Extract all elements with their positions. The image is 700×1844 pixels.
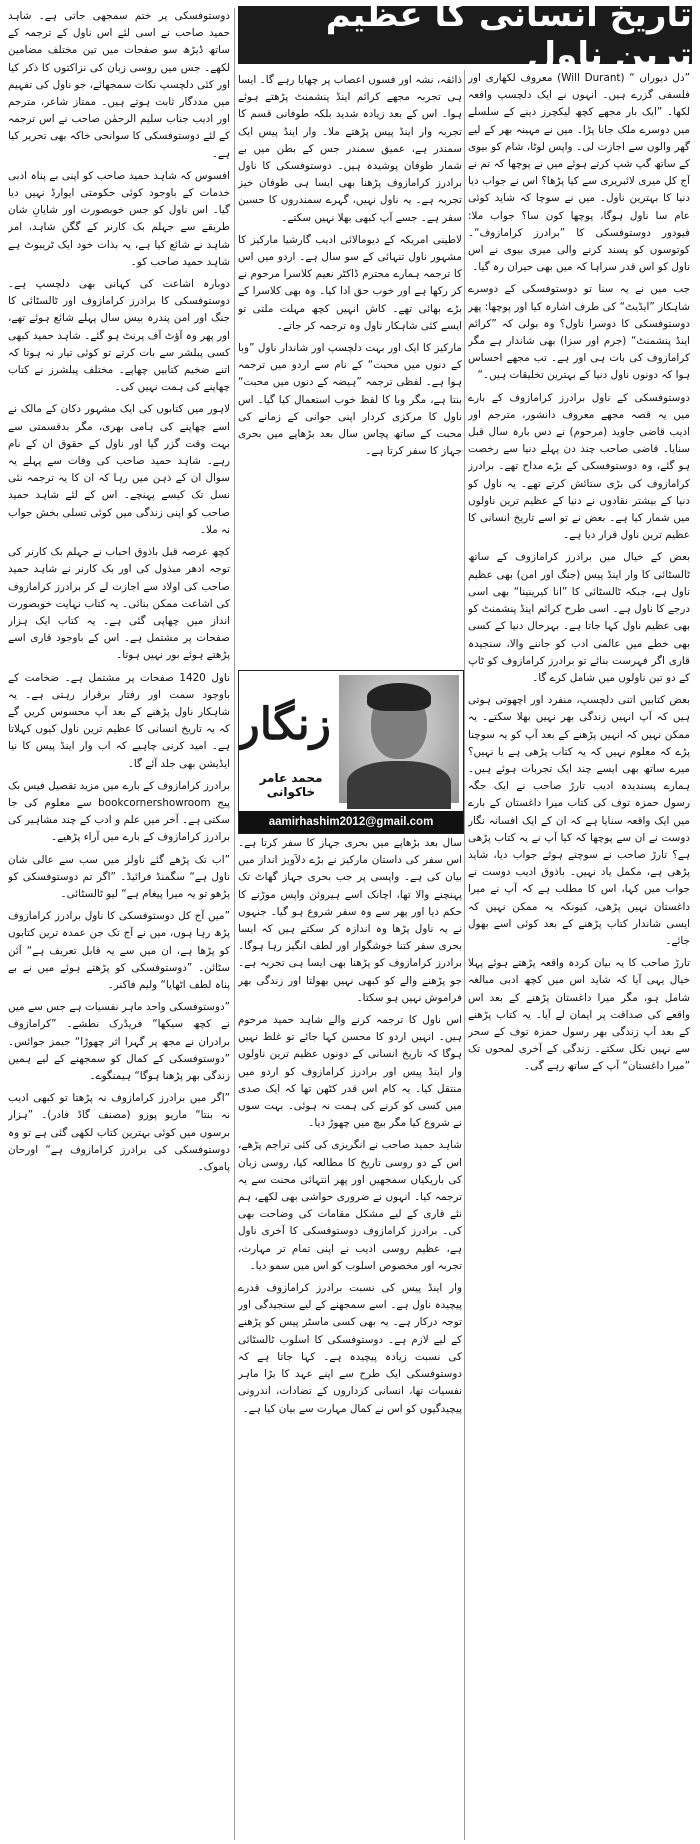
columnist-box: [238, 670, 464, 834]
column-divider: [234, 8, 235, 1840]
text-column-middle-bottom: [238, 835, 462, 1838]
column-divider: [464, 70, 465, 1840]
paragraph: لاطینی امریکہ کے دیومالائی ادیب گارشیا مارکیز کا مشہور ناول تنہائی کے سو سال ہے۔ اردو میں اس کا ترجمہ ہمارے محترم ڈاکٹر نعیم کلاسرا مرحوم نے کر رکھا ہے اور خوب حق ادا کیا۔ وہ بھی کلاسرا کے بڑے بھائی تھے۔ کاش انہیں کچھ مہلت ملتی تو ایسے کئی شاہکار ناول وہ ترجمہ کر جاتے۔: [238, 233, 462, 332]
paragraph: مارکیز کا ایک اور بہت دلچسپ اور شاندار ناول ”وبا کے دنوں میں محبت“ کے نام سے اردو میں ترجمہ ہوا ہے۔ لفظی ترجمہ ”ہیضہ کے دنوں میں محبت“ بنتا ہے، مگر وبا کا لفظ خوب استعمال کیا گیا۔ اس ناول کا مرکزی کردار اپنی جوانی کے زمانے کی محبت کے ساتھ پچاس سال بعد بڑھاپے میں بحری جہاز کا سفر کرتا ہے۔: [238, 342, 462, 458]
paragraph: برادرز کرامازوف کے بارے میں مزید تفصیل فیس بک پیج bookcornershowroom سے معلوم کی جا سکتی ہے۔ آخر میں علم و ادب کے چند مشاہیر کی برادرز کرامازوف کے بارے میں آراء پڑھیے۔: [8, 779, 230, 844]
author-photo-body: [347, 761, 451, 809]
paragraph: ”میں آج کل دوستوفسکی کا ناول برادرز کرامازوف پڑھ رہا ہوں، میں نے آج تک جن عمدہ ترین کتابوں کو پڑھا ہے، ان میں سے یہ قابل تعریف ہے“ آئن سٹائن۔ ”دوستوفسکی کو پڑھتے ہوئے میں نے بے پناہ لطف اٹھایا“ ولیم فاکنر۔: [8, 910, 230, 991]
paragraph: وار اینڈ پیس کی نسبت برادرز کرامازوف قدرے پیچیدہ ناول ہے۔ اسے سمجھنے کے لیے سنجیدگی اور توجہ درکار ہے۔ یہ بھی کسی ماسٹر پیس کو پڑھنے کے لیے لازم ہے۔ دوستوفسکی کا اسلوب ٹالسٹائی کی نسبت زیادہ پیچیدہ ہے۔ کہا جاتا ہے کہ دوستوفسکی ایک طرح سے اپنے عہد کا بڑا ماہر نفسیات تھا، انسانی کرداروں کے تضادات، اندرونی پیچیدگیوں کو اس نے کمال مہارت سے بیان کیا ہے۔: [238, 1282, 462, 1415]
text-column-left: [8, 8, 230, 1838]
paragraph: کچھ عرصہ قبل باذوق احباب نے جہلم بک کارنر کی توجہ ادھر مبذول کی اور بک کارنر نے شاہد حمید صاحب کی اولاد سے اجازت لے کر برادرز کرامازوف کی اشاعت ممکن بنائی۔ یہ کتاب نہایت خوبصورت انداز میں چھاپی گئی ہے۔ یہ کتاب ایک ہزار صفحات پر مشتمل ہے۔ اس کے باوجود قاری اسے پڑھتے ہوئے بور نہیں ہوتا۔: [8, 546, 230, 662]
paragraph: بعض کتابیں اتنی دلچسپ، منفرد اور اچھوتی ہوتی ہیں کہ آپ انہیں زندگی بھر نہیں بھلا سکتے۔ یہ ممکن نہیں کہ انہیں پڑھنے کے بعد آپ کو یہ سوچنا پڑے کہ معلوم نہیں کہ یہ کتاب پڑھی ہے یا نہیں؟ میرے ساتھ بھی ایسے چند ایک تجربات ہوئے ہیں۔ ہمارے پسندیدہ ادیب تارڑ صاحب نے ایک جگہ رسول حمزہ توف کی کتاب میرا داغستان کے بارے میں ایک واقعہ سنایا ہے کہ ان کے ایک افسانہ نگار دوست نے ان سے پوچھا کہ کیا آپ نے یہ کتاب پڑھی ہے؟ تارڑ صاحب نے سوچتے ہوئے جواب دیا، شاید پڑھی ہے، مکمل یاد نہیں۔ باذوق ادیب دوست نے جواب میں کہا، اس کا مطلب ہے کہ آپ نے میرا داغستان نہیں پڑھی، کیونکہ یہ ممکن نہیں کہ ایسی شاندار کتاب پڑھنے کے بعد کوئی اسے بھول جائے۔: [468, 694, 690, 947]
paragraph: دوستوفسکی کے ناول برادرز کرامازوف کے بارے میں یہ قصہ مجھے معروف دانشور، مترجم اور ادیب قاضی جاوید (مرحوم) نے دس بارہ سال قبل سنایا۔ قاضی صاحب چند دن پہلے دنیا سے رخصت ہو گئے، وہ دوستوفسکی کے بڑے مداح تھے۔ برادرز کرامازوف کی بڑی ستائش کرتے تھے۔ یہ ناول کو دنیا کے بیشتر نقادوں نے دنیا کے عظیم ترین ناولوں میں شمار کیا ہے۔ بعض نے تو اسے تاریخ انسانی کا عظیم ترین ناول قرار دیا ہے۔: [468, 391, 690, 542]
paragraph: سال بعد بڑھاپے میں بحری جہاز کا سفر کرتا ہے۔ اس سفر کی داستان مارکیز نے بڑے دلآویز انداز میں بیان کی ہے۔ واپسی پر جب بحری جہاز گھاٹ تک پہنچنے والا تھا، اچانک اسے ہیروئن واپس موڑنے کا حکم دیا اور پھر سے وہ سفر شروع ہو گیا۔ جنہوں نے یہ ناول پڑھا وہ اندازہ کر سکتے ہیں کہ ایسا بحری سفر کتنا خوشگوار اور لطف انگیز رہا ہوگا۔ برادرز کرامازوف کو پڑھنا بھی ایسا ہی تجربہ ہے۔ جو پڑھنے والے کو کبھی نہیں بھولتا اور زندگی بھر فراموش نہیں ہو سکتا۔: [238, 837, 462, 1004]
paragraph: لاہور میں کتابوں کی ایک مشہور دکان کے مالک نے اسے چھاپنے کی ہامی بھری، مگر بدقسمتی سے بہت وقت گزر گیا اور ناول کے حقوق ان کے نام رہے۔ شاہد حمید صاحب کی وفات سے پہلے یہ سوال ان کے ذہن میں رہا کہ ان کا یہ ترجمہ نئی نسل تک کیسے پہنچے۔ اس کے لئے شاہد حمید صاحب کو اپنی زندگی میں کوئی تسلی بخش جواب نہ ملا۔: [8, 403, 230, 536]
paragraph: افسوس کہ شاہد حمید صاحب کو اپنی بے پناہ ادبی خدمات کے باوجود کوئی حکومتی ایوارڈ نہیں دیا گیا۔ اس ناول کو جس خوبصورت اور شایانِ شان طریقے سے جہلم بک کارنر کے گگن شاہد، امر شاہد نے شائع کیا ہے، یہ بذات خود ایک ٹریبوٹ ہے شاہد حمید صاحب کو۔: [8, 169, 230, 268]
paragraph: ناول 1420 صفحات پر مشتمل ہے۔ ضخامت کے باوجود سمت اور رفتار برقرار رہتی ہے۔ یہ شاہکار ناول پڑھنے کے بعد آپ محسوس کریں گے کہ یہ تاریخ انسانی کا عظیم ترین ناول کیوں کہلاتا ہے۔ امید کرنی چاہیے کہ اب وار اینڈ پیس کا نیا ایڈیشن بھی جلد آئے گا۔: [8, 671, 230, 770]
paragraph: ”اب تک پڑھے گئے ناولز میں سب سے عالی شان ناول ہے“ سگمنڈ فرائیڈ۔ ”اگر تم دوستوفسکی کو پڑھو تو یہ میرا پیغام ہے“ لیو ٹالسٹائی۔: [8, 853, 230, 900]
paragraph: اس ناول کا ترجمہ کرنے والے شاہد حمید مرحوم ہیں۔ انہیں اردو کا محسن کہا جائے تو غلط نہیں ہوگا کہ تاریخ انسانی کے دونوں عظیم ترین ناولوں وار اینڈ پیس اور برادرز کرامازوف کو اردو میں منتقل کیا۔ یہ کام اس قدر کٹھن تھا کہ ایک صدی میں کسی کو کرنے کی ہمت نہ ہوئی۔ بہت سوں نے شروع کیا مگر بیچ میں چھوڑ دیا۔: [238, 1014, 462, 1130]
paragraph: جب میں نے یہ سنا تو دوستوفسکی کے دوسرے شاہکار ”ایڈیٹ“ کی طرف اشارہ کیا اور پوچھا: پھر دوستوفسکی کا دوسرا ناول؟ وہ بولی کہ ”کرائم اینڈ پنشمنٹ“ (جرم اور سزا) بھی شاندار ہے مگر کرامازوف کی بات ہی اور ہے۔ تب مجھے احساس ہوا کہ دونوں ناول دنیا کے بہترین تخلیقات ہیں۔“: [468, 283, 690, 382]
text-column-middle-top: [238, 72, 462, 667]
headline: تاریخ انسانی کا عظیم ترین ناول: [238, 6, 692, 64]
paragraph: دوستوفسکی پر ختم سمجھی جاتی ہے۔ شاہد حمید صاحب نے اسی لئے اس ناول کے ترجمہ کے ساتھ ڈیڑھ سو صفحات میں تین مختلف مضامین لکھے۔ جس میں روسی زبان کی نزاکتوں کا ذکر کیا اور کئی دلچسپ نکات سمجھائے، جو ناول کی تفہیم میں مددگار ثابت ہوتے ہیں۔ ممتاز شاعر، مترجم اور ادیب جناب سلیم الرحمٰن صاحب نے اس ترجمہ کے لئے دوستوفسکی کا سوانحی خاکہ بھی تحریر کیا ہے۔: [8, 10, 230, 160]
text-column-right: [468, 70, 690, 1838]
author-photo: [339, 675, 459, 803]
paragraph: شاہد حمید صاحب نے انگریزی کی کئی تراجم پڑھے، اس کے دو روسی تاریخ کا مطالعہ کیا، روسی زبان کی باریکیاں سمجھیں اور پھر انتہائی محنت سے یہ ترجمہ کیا۔ انہوں نے ضروری حواشی بھی لکھے، ہم نئے قاری کے لیے مشکل مقامات کی وضاحت بھی کی۔ برادرز کرامازوف دوستوفسکی کا آخری ناول ہے، عظیم روسی ادیب نے اپنی تمام تر مہارت، تجربہ اور مخصوص اسلوب کو اس میں سمو دیا۔: [238, 1139, 462, 1272]
column-name-logo: زنگار: [238, 699, 331, 750]
author-email: aamirhashim2012@gmail.com: [239, 811, 463, 833]
paragraph: تارڑ صاحب کا یہ بیان کردہ واقعہ پڑھتے ہوئے پہلا خیال یہی آیا کہ شاید اس میں کچھ ادبی مبالغہ شامل ہو، مگر میرا داغستان پڑھنے کے بعد اس واقعے کی صداقت پر ایمان لے آیا۔ یہ کتاب پڑھنے کے بعد آپ زندگی بھر رسول حمزہ توف کے سحر سے نہیں نکل سکتے۔ زندگی کے آخری لمحوں تک ”میرا داغستان“ آپ کے ساتھ رہے گی۔: [468, 957, 690, 1073]
author-name: محمد عامر خاکوانی: [259, 771, 323, 799]
author-photo-hair: [367, 683, 431, 711]
paragraph: ”اگر میں برادرز کرامازوف نہ پڑھتا تو کبھی ادیب نہ بنتا“ ماریو پوزو (مصنف گاڈ فادر)۔ ”ہزار برسوں میں کوئی بہترین کتاب لکھی گئی ہے تو وہ دوستوفسکی کی برادرز کرامازوف ہے“ اورحان پاموک۔: [8, 1092, 230, 1173]
paragraph: بعض کے خیال میں برادرز کرامازوف کے ساتھ ٹالسٹائی کا وار اینڈ پیس (جنگ اور امن) بھی عظیم ناول ہے، جبکہ ٹالسٹائی کا ”انا کیرینینا“ بھی اسی درجے کا ناول ہے۔ اسی طرح کرائم اینڈ پنشمنٹ کو بھی عظیم ناول کہا جاتا ہے۔ بہرحال دنیا کے کسی بھی خطے میں عالمی ادب کو جاننے والا، سنجیدہ قاری اگر فہرست بنائے تو برادرز کرامازوف کو ٹاپ کے دو تین ناولوں میں شامل کرے گا۔: [468, 551, 690, 684]
paragraph: دوبارہ اشاعت کی کہانی بھی دلچسپ ہے۔ دوستوفسکی کا برادرز کرامازوف اور ٹالسٹائی کا جنگ اور امن پندرہ بیس سال پہلے شائع ہوئے تھے، اور پھر وہ آؤٹ آف پرنٹ ہو گئے۔ شاہد حمید کبھی کسی پبلشر سے بات کرتے تو کوئی تیار نہ ہوتا کہ اتنے ضخیم کتابیں چھاپے۔ مختلف پبلشرز نے کتاب چھاپنے کی ہمت نہیں کی۔: [8, 278, 230, 394]
paragraph: ”دل دیوراں “ (Will Durant) معروف لکھاری اور فلسفی گزرے ہیں۔ انہوں نے ایک دلچسپ واقعہ لکھا۔ ”ایک بار مجھے کچھ لیکچرز دینے کے سلسلے میں دوسرے ملک جانا پڑا۔ میں نے مہینہ بھر کے لیے گھر والوں سے اجازت لی۔ واپس لوٹا، شام کو بیوی کے ساتھ گپ شپ کرتے ہوئے میں نے پوچھا کہ تم نے آج کل میری لائبریری سے کیا پڑھا؟ اس نے جواب دیا دنیا کا بہترین ناول۔ میں نے سوچا کہ شاید کوئی عام سا ناول ہوگا، پوچھا کون سا؟ جواب ملا: فیودور دوستوفسکی کا ”برادرز کرامازوف“۔ کوتوسوں کو پسند کرنے والی میری بیوی نے اس ناول کو اس قدر سراہا کہ میں بھی حیران رہ گیا۔: [468, 72, 690, 274]
paragraph: ”دوستوفسکی واحد ماہر نفسیات ہے جس سے میں نے کچھ سیکھا“ فریڈرک نطشے۔ ”کرامازوف برادران نے مجھ پر گہرا اثر چھوڑا“ جیمز جوائس۔ ”دوستوفسکی کے کمال کو سمجھنے کے لیے ہمیں زندگی بھر پڑھنا ہوگا“ ہیمنگوے۔: [8, 1001, 230, 1082]
paragraph: ذائقہ، نشہ اور فسوں اعصاب پر چھایا رہے گا۔ ایسا ہی تجربہ مجھے کرائم اینڈ پنشمنٹ پڑھتے ہوئے ہوا۔ اس کے بعد زیادہ شدید بلکہ طوفانی قسم کا تجربہ وار اینڈ پیس پڑھتے ملا۔ وار اینڈ پیس ایک سمندر ہے، عمیق سمندر جس کے بطن میں بے شمار طوفان پوشیدہ ہیں۔ دوستوفسکی کا ناول برادرز کرامازوف پڑھنا بھی ایسا ہی طوفان خیز تجربہ ہے۔ یہ ناول نہیں، گہرے سمندروں کا حسین سفر ہے۔ جسے آپ کبھی بھلا نہیں سکتے۔: [238, 74, 462, 224]
